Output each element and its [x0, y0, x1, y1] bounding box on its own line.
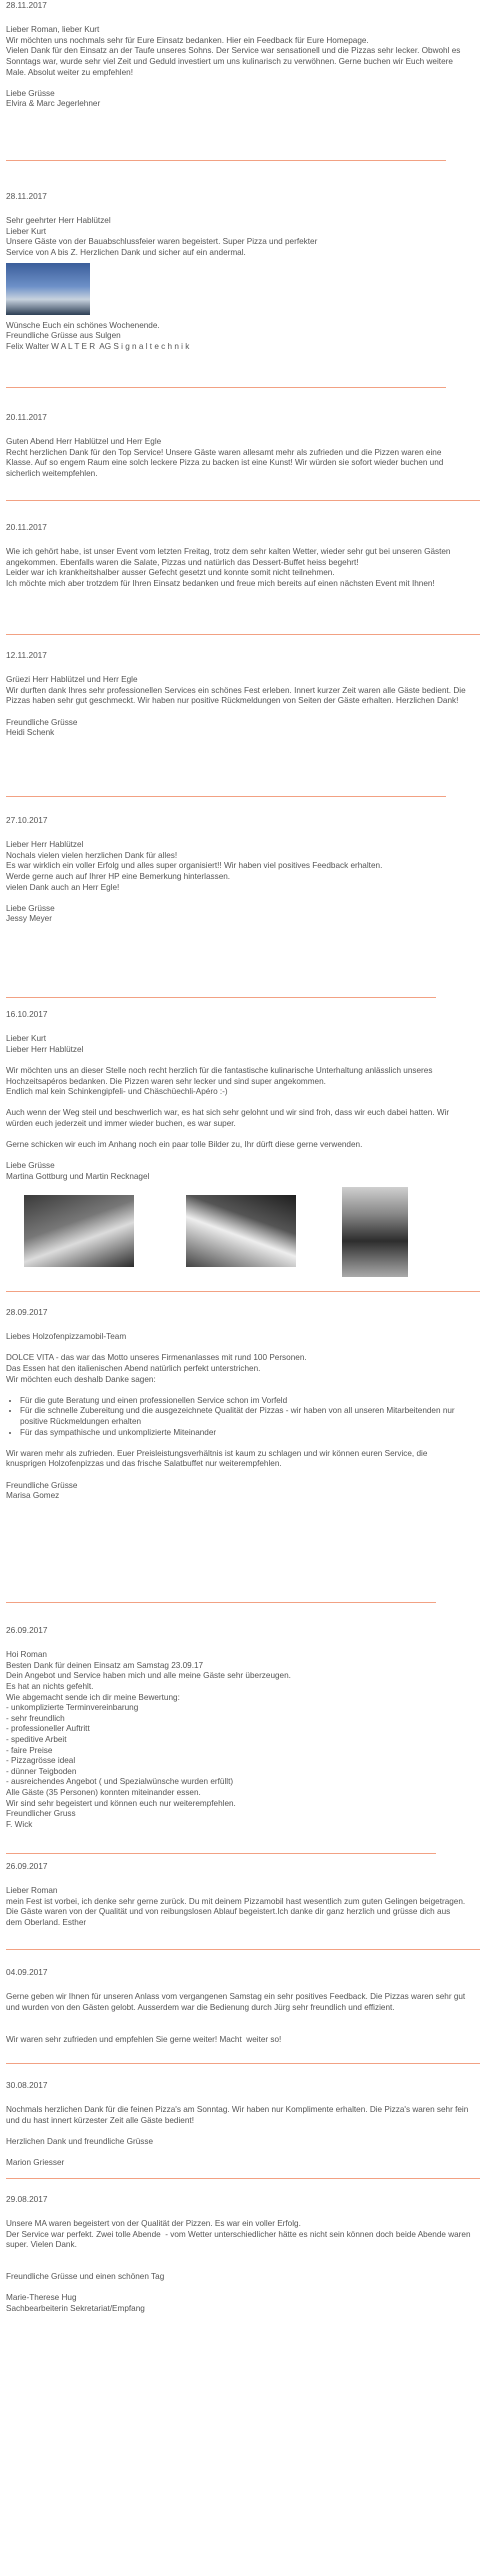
entry-line: Marion Griesser: [6, 2158, 65, 2168]
entry-line: [6, 2251, 474, 2262]
entry-line: Wünsche Euch ein schönes Wochenende.: [6, 320, 160, 330]
entry-date: 28.11.2017: [6, 191, 47, 201]
testimonial-entry: [6, 392, 474, 504]
entry-body: [6, 1318, 468, 1502]
entry-body: [6, 533, 468, 590]
entry-line: Auch wenn der Weg steil und beschwerlich war, es hat sich sehr gelohnt und wir sind froh, dass wir euch dabei hatten. Wir würden euch jederzeit und immer wieder buchen, es war super.: [6, 1108, 452, 1128]
entry-date: 26.09.2017: [6, 1861, 48, 1871]
testimonial-entry: [6, 2066, 474, 2180]
entry-line: Vielen Dank für den Einsatz an der Taufe unseres Sohns. Der Service war sensationell und die Pizzas sehr lecker. Obwohl es Sonntags war, wurde sehr viel Zeit und Geduld investiert um uns kulinarisch zu verwöhnen. Gerne buchen wir Euch weitere Male. Absolut weiter zu empfehlen!: [6, 46, 463, 77]
entry-line: Wir waren mehr als zufrieden. Euer Preisleistungsverhältnis ist kaum zu schlagen und wir können euren Service, die knusprigen Holzofenpizzas und das frische Salatbuffet nur weiterempfehlen.: [6, 1448, 430, 1469]
entry-line: [6, 1024, 468, 1035]
entry-line: [6, 830, 426, 841]
bullet-item: • Für die schnelle Zubereitung und die ausgezeichnete Qualität der Pizzas - wir haben von all unseren Mitarbeitenden nur positive Rückmeldungen erhalten: [20, 1406, 468, 1427]
entry-line: mein Fest ist vorbei, ich denke sehr gerne zurück. Du mit deinem Pizzamobil hast wesentlich zum guten Gelingen beigetragen. Die Gäste waren von der Qualität und von reibungslosen Ablauf begeistert.Ich danke dir ganz herzlich und grüsse dich aus dem Oberland. Esther: [6, 1896, 468, 1927]
entry-line: Wir möchten uns an dieser Stelle noch recht herzlich für die fantastische kulinarische Unterhaltung anlässlich unseres Hochzeitsapéros bedanken. Die Pizzen waren sehr lecker und sind super angekommen.: [6, 1065, 435, 1086]
entry-separator: [6, 387, 446, 388]
entry-line: Grüezi Herr Hablützel und Herr Egle: [6, 675, 138, 685]
entry-line: [6, 893, 426, 904]
entry-line: [6, 1130, 468, 1141]
entry-line: Nochals vielen vielen herzlichen Dank für alles!: [6, 850, 178, 860]
entry-line: [6, 1640, 468, 1651]
entry-line: Freundliche Grüsse aus Sulgen: [6, 331, 121, 341]
testimonial-entry: [6, 0, 474, 165]
entry-date: 04.09.2017: [6, 1967, 48, 1977]
entry-date: 28.11.2017: [6, 0, 47, 10]
testimonial-entry: [6, 1861, 474, 1953]
testimonial-entry: [6, 638, 474, 801]
testimonial-entry: [6, 2180, 474, 2313]
entry-line: Marisa Gomez: [6, 1491, 60, 1501]
entry-line: Werde gerne auch auf Ihrer HP eine Bemerkung hinterlassen.: [6, 871, 231, 881]
entry-line: Wir möchten uns nochmals sehr für Eure Einsatz bedanken. Hier ein Feedback für Eure Homepage.: [6, 35, 369, 45]
entry-line: Es war wirklich ein voller Erfolg und alles super organisiert!! Wir haben viel positives Feedback erhalten.: [6, 861, 383, 871]
entry-line: Martina Gottburg und Martin Recknagel: [6, 1171, 150, 1181]
entry-line: [6, 206, 468, 217]
entry-line: [6, 2126, 470, 2137]
entry-line: [6, 1343, 468, 1354]
entry-line: Wir durften dank Ihres sehr professionellen Services ein schönes Fest erleben. Innert kurzer Zeit waren alle Gäste bedient. Die Pizzas haben sehr gut geschmeckt. Wir haben nur positive Rückmeldungen von Seiten der Gäste erhalten. Herzlichen Dank!: [6, 685, 468, 706]
entry-line: Freundliche Grüsse: [6, 717, 78, 727]
entry-line: Lieber Roman: [6, 1886, 58, 1896]
entry-body: [6, 2205, 474, 2315]
entry-separator: [6, 500, 480, 501]
entry-line: Freundlicher Gruss: [6, 1809, 76, 1819]
entry-body: [6, 2091, 470, 2169]
entry-line: [6, 15, 468, 26]
entry-line: Gerne geben wir Ihnen für unseren Anlass vom vergangenen Samstag ein sehr positives Feedback. Die Pizzas waren sehr gut und wurden von den Gästen gelobt. Ausserdem war die Bedienung durch Jürg sehr freundlich und effizient.: [6, 1992, 468, 2012]
entry-separator: [6, 1949, 480, 1950]
entry-body: [6, 11, 468, 110]
entry-line: Dein Angebot und Service haben mich und alle meine Gäste sehr überzeugen.: [6, 1671, 291, 1681]
entry-line: [6, 537, 468, 548]
event-photo: [6, 263, 90, 315]
entry-date: 20.11.2017: [6, 522, 47, 532]
entry-line: Liebe Grüsse: [6, 88, 55, 98]
entry-line: [6, 2283, 474, 2294]
entry-body: [6, 826, 426, 925]
event-photo: [186, 1195, 296, 1267]
entry-line: Jessy Meyer: [6, 914, 52, 924]
entry-line: Hoi Roman: [6, 1650, 47, 1660]
entry-line: [6, 1470, 468, 1481]
entry-body: [6, 202, 468, 353]
entry-line: vielen Dank auch an Herr Egle!: [6, 882, 120, 892]
entry-line: - sehr freundlich: [6, 1713, 65, 1723]
entry-line: - faire Preise: [6, 1745, 53, 1755]
entry-line: [6, 1055, 468, 1066]
entry-date: 26.09.2017: [6, 1625, 48, 1635]
entry-line: [6, 2024, 470, 2035]
entry-line: [6, 1098, 468, 1109]
entry-line: Lieber Kurt: [6, 226, 47, 236]
entry-line: Wir möchten euch deshalb Danke sagen:: [6, 1374, 156, 1384]
event-photo: [342, 1187, 408, 1277]
entry-line: - unkomplizierte Terminvereinbarung: [6, 1703, 139, 1713]
entry-line: Das Essen hat den italienischen Abend natürlich perfekt unterstrichen.: [6, 1363, 261, 1373]
entry-line: [6, 1876, 468, 1887]
entry-line: - speditive Arbeit: [6, 1734, 67, 1744]
entry-line: Gerne schicken wir euch im Anhang noch ein paar tolle Bilder zu, Ihr dürft diese gerne verwenden.: [6, 1140, 363, 1150]
entry-line: [6, 707, 468, 718]
entry-line: Unsere MA waren begeistert von der Qualität der Pizzen. Es war ein voller Erfolg.: [6, 2219, 301, 2229]
testimonial-entry: [6, 165, 474, 392]
entry-line: Freundliche Grüsse: [6, 1480, 78, 1490]
entry-line: Liebe Grüsse: [6, 903, 55, 913]
entry-line: Alle Gäste (35 Personen) konnten miteinander essen.: [6, 1787, 201, 1797]
entry-line: Service von A bis Z. Herzlichen Dank und sicher auf ein andermal.: [6, 247, 246, 257]
entry-line: [6, 2013, 470, 2024]
entry-line: Heidi Schenk: [6, 728, 55, 738]
entry-body: [6, 1872, 468, 1929]
entry-line: - Pizzagrösse ideal: [6, 1756, 76, 1766]
entry-line: Es hat an nichts gefehlt.: [6, 1681, 94, 1691]
testimonial-entry: [6, 1297, 474, 1625]
entry-line: [6, 665, 468, 676]
entry-line: Guten Abend Herr Hablützel und Herr Egle: [6, 437, 162, 447]
entry-date: 29.08.2017: [6, 2194, 48, 2204]
entry-line: [6, 1438, 468, 1449]
entry-line: Leider war ich krankheitshalber ausser Gefecht gesetzt und konnte somit nicht teilnehmen.: [6, 568, 335, 578]
entry-line: Wir sind sehr begeistert und können euch nur weiterempfehlen.: [6, 1798, 236, 1808]
entry-line: - dünner Teigboden: [6, 1766, 77, 1776]
entry-line: - professioneller Auftritt: [6, 1724, 90, 1734]
entry-body: [6, 661, 468, 739]
entry-line: Wie ich gehört habe, ist unser Event vom letzten Freitag, trotz dem sehr kalten Wetter, wieder sehr gut bei unseren Gästen angekommen. Ebenfalls waren die Salate, Pizzas und natürlich das Dessert-Buffet heiss begehrt!: [6, 547, 453, 567]
entry-line: Marie-Therese Hug: [6, 2293, 77, 2303]
entry-body: [6, 1636, 468, 1831]
entry-line: Felix Walter W A L T E R AG S i g n a l t e c h n i k: [6, 341, 190, 351]
entry-line: [6, 427, 468, 438]
entry-body: [6, 1020, 468, 1277]
entry-line: [6, 2148, 470, 2159]
entry-date: 20.11.2017: [6, 412, 47, 422]
entry-line: Liebes Holzofenpizzamobil-Team: [6, 1332, 127, 1342]
entry-line: Der Service war perfekt. Zwei tolle Abende - vom Wetter unterschiedlicher hätte es nicht sein können doch beide Abende waren super. Vielen Dank.: [6, 2229, 473, 2250]
entry-date: 12.11.2017: [6, 650, 47, 660]
entry-separator: [6, 997, 436, 998]
entry-line: Sehr geehrter Herr Hablützel: [6, 216, 111, 226]
entry-separator: [6, 1602, 436, 1603]
testimonial-entry: [6, 801, 474, 1001]
entry-line: Recht herzlichen Dank für den Top Service! Unsere Gäste waren allesamt mehr als zufrieden und die Pizzen waren eine Klasse. Auf so engem Raum eine solch leckere Pizza zu backen ist eine Kunst! Wir würden sie sofort wieder buchen und sicherlich weitempfehlen.: [6, 447, 446, 478]
entry-line: Elvira & Marc Jegerlehner: [6, 99, 101, 109]
entry-line: Endlich mal kein Schinkengipfeli- und Chäschüechli-Apéro :-): [6, 1087, 228, 1097]
event-photo: [24, 1195, 134, 1267]
entry-line: [6, 1151, 468, 1162]
entry-separator: [6, 2178, 480, 2179]
entry-line: Ich möchte mich aber trotzdem für Ihren Einsatz bedanken und freue mich bereits auf einen nächsten Event mit Ihnen!: [6, 578, 435, 588]
entry-line: [6, 2262, 474, 2273]
entry-line: [6, 78, 468, 89]
entry-separator: [6, 160, 446, 161]
entry-line: Wir waren sehr zufrieden und empfehlen Sie gerne weiter! Macht weiter so!: [6, 2034, 282, 2044]
entry-date: 27.10.2017: [6, 815, 48, 825]
entry-date: 16.10.2017: [6, 1009, 48, 1019]
entry-line: Sachbearbeiterin Sekretariat/Empfang: [6, 2303, 145, 2313]
entry-line: Lieber Herr Hablützel: [6, 1044, 84, 1054]
entry-line: - ausreichendes Angebot ( und Spezialwünsche wurden erfüllt): [6, 1777, 234, 1787]
entry-line: [6, 1322, 468, 1333]
entry-date: 28.09.2017: [6, 1307, 48, 1317]
entry-separator: [6, 796, 446, 797]
bullet-item: • Für die gute Beratung und einen professionellen Service schon im Vorfeld: [20, 1396, 468, 1407]
entry-line: Nochmals herzlichen Dank für die feinen Pizza's am Sonntag. Wir haben nur Komplimente erhalten. Die Pizza's waren sehr fein und du hast innert kürzester Zeit alle Gäste bedient!: [6, 2105, 471, 2125]
spacer: [6, 1385, 468, 1396]
entry-line: Freundliche Grüsse und einen schönen Tag: [6, 2272, 165, 2282]
entry-line: F. Wick: [6, 1819, 33, 1829]
entry-line: DOLCE VITA - das war das Motto unseres Firmenanlasses mit rund 100 Personen.: [6, 1353, 307, 1363]
entry-line: Besten Dank für deinen Einsatz am Samstag 23.09.17: [6, 1660, 204, 1670]
bullet-list: [6, 1396, 468, 1438]
entry-line: Herzlichen Dank und freundliche Grüsse: [6, 2136, 153, 2146]
testimonial-entry: [6, 1001, 474, 1297]
entry-separator: [6, 1291, 480, 1292]
entry-line: Lieber Kurt: [6, 1034, 47, 1044]
entry-line: [6, 2209, 474, 2220]
entry-line: Lieber Roman, lieber Kurt: [6, 25, 100, 35]
testimonial-entry: [6, 504, 474, 638]
entry-line: Unsere Gäste von der Bauabschlussfeier waren begeistert. Super Pizza und perfekter: [6, 237, 318, 247]
entry-separator: [6, 2063, 480, 2064]
entry-line: [6, 1982, 470, 1993]
entry-line: Lieber Herr Hablützel: [6, 840, 84, 850]
entry-separator: [6, 634, 480, 635]
entry-body: [6, 1978, 470, 2046]
testimonial-entry: [6, 1953, 474, 2066]
entry-separator: [6, 1853, 436, 1854]
entry-date: 30.08.2017: [6, 2080, 48, 2090]
bullet-item: • Für das sympathische und unkomplizierte Miteinander: [20, 1428, 468, 1439]
entry-line: [6, 2095, 470, 2106]
photo-gallery: [6, 1187, 468, 1277]
entry-line: Wie abgemacht sende ich dir meine Bewertung:: [6, 1692, 180, 1702]
entry-body: [6, 423, 468, 480]
entry-line: Liebe Grüsse: [6, 1161, 55, 1171]
